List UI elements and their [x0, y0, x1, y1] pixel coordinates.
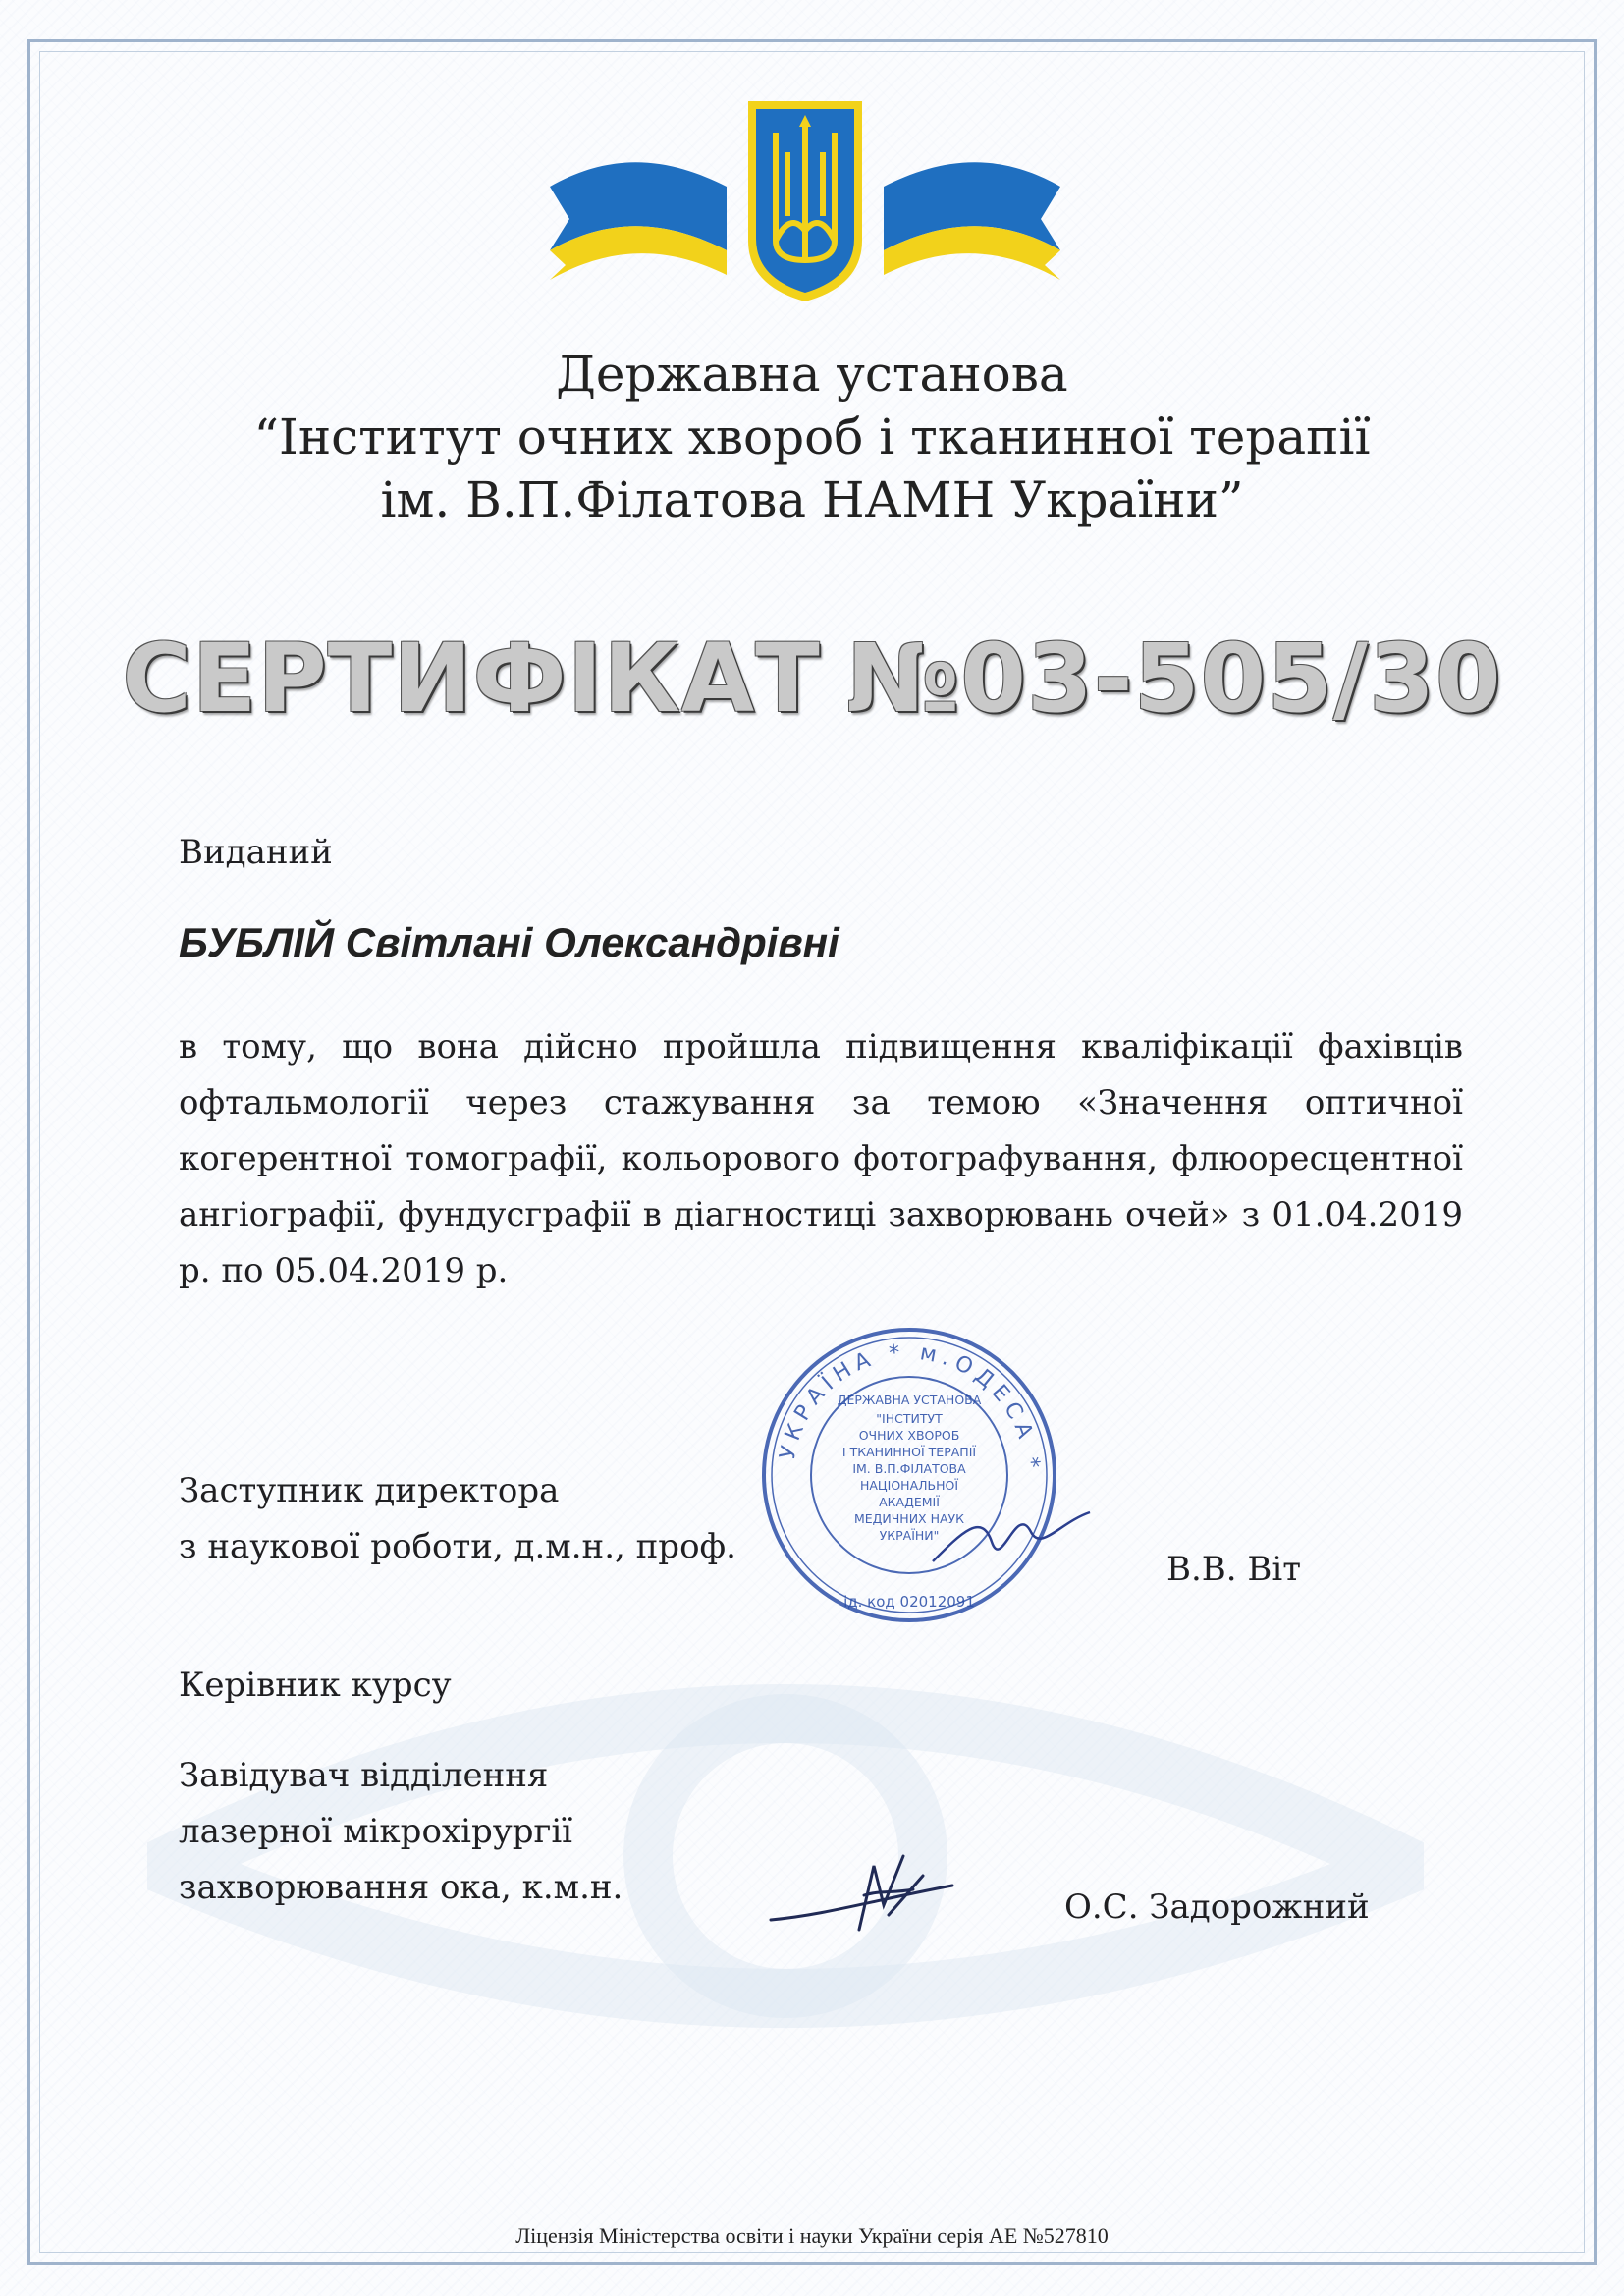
- signatory-1-line-2: з наукової роботи, д.м.н., проф.: [179, 1527, 736, 1566]
- issued-label: Виданий: [179, 833, 333, 872]
- signature-2: [766, 1846, 962, 1954]
- official-stamp: [756, 1322, 1062, 1628]
- certificate-body-text: в тому, що вона дійсно пройшла підвищення кваліфікації фахівців офтальмології через стажування за темою «Значення оптичної когерентної томографії, кольорового фотографування, флюоресцентної ангіографії, фундусграфії в діагностиці захворювань очей» з 01.04.2019 р. по 05.04.2019 р.: [179, 1027, 1463, 1290]
- stamp-line-2: "ІНСТИТУТ: [876, 1411, 943, 1426]
- certificate-title-word: СЕРТИФІКАТ: [122, 624, 821, 734]
- stamp-line-3: ОЧНИХ ХВОРОБ: [858, 1428, 960, 1443]
- stamp-outer-text: УКРАЇНА * м.ОДЕСА *: [775, 1339, 1045, 1475]
- signatory-1-position: [179, 1463, 736, 1575]
- signatory-2-position: [179, 1748, 623, 1916]
- certificate-title: [0, 624, 1624, 734]
- stamp-line-1: ДЕРЖАВНА УСТАНОВА: [837, 1393, 982, 1407]
- stamp-line-9: УКРАЇНИ": [879, 1528, 940, 1543]
- organization-line-2: “Інститут очних хвороб і тканинної терапії: [253, 409, 1371, 465]
- certificate-number: №03-505/30: [845, 624, 1502, 734]
- stamp-line-6: НАЦІОНАЛЬНОЇ: [859, 1478, 959, 1493]
- stamp-line-5: ІМ. В.П.ФІЛАТОВА: [852, 1461, 966, 1476]
- ukraine-trident-emblem: [530, 93, 1080, 304]
- stamp-code: ід. код 02012091: [843, 1593, 975, 1611]
- course-head-label: Керівник курсу: [179, 1666, 452, 1705]
- signatory-2-line-1: Завідувач відділення: [179, 1756, 549, 1795]
- signatory-2-name: О.С. Задорожний: [1064, 1887, 1370, 1927]
- signature-1: [923, 1493, 1100, 1581]
- stamp-line-7: АКАДЕМІЇ: [879, 1495, 940, 1509]
- organization-line-1: Державна установа: [556, 346, 1068, 403]
- organization-line-3: ім. В.П.Філатова НАМН України”: [380, 471, 1244, 528]
- license-footer: Ліцензія Міністерства освіти і науки України серія АЕ №527810: [515, 2223, 1109, 2248]
- signatory-2-line-2: лазерної мікрохірургії: [179, 1812, 573, 1851]
- signatory-1-line-1: Заступник директора: [179, 1471, 560, 1510]
- recipient-name: БУБЛІЙ Світлані Олександрівні: [179, 919, 839, 965]
- stamp-line-4: І ТКАНИННОЇ ТЕРАПІЇ: [841, 1445, 977, 1459]
- signatory-1-name: В.В. Віт: [1166, 1550, 1302, 1589]
- signatory-2-line-3: захворювання ока, к.м.н.: [179, 1868, 623, 1907]
- stamp-line-8: МЕДИЧНИХ НАУК: [853, 1511, 965, 1526]
